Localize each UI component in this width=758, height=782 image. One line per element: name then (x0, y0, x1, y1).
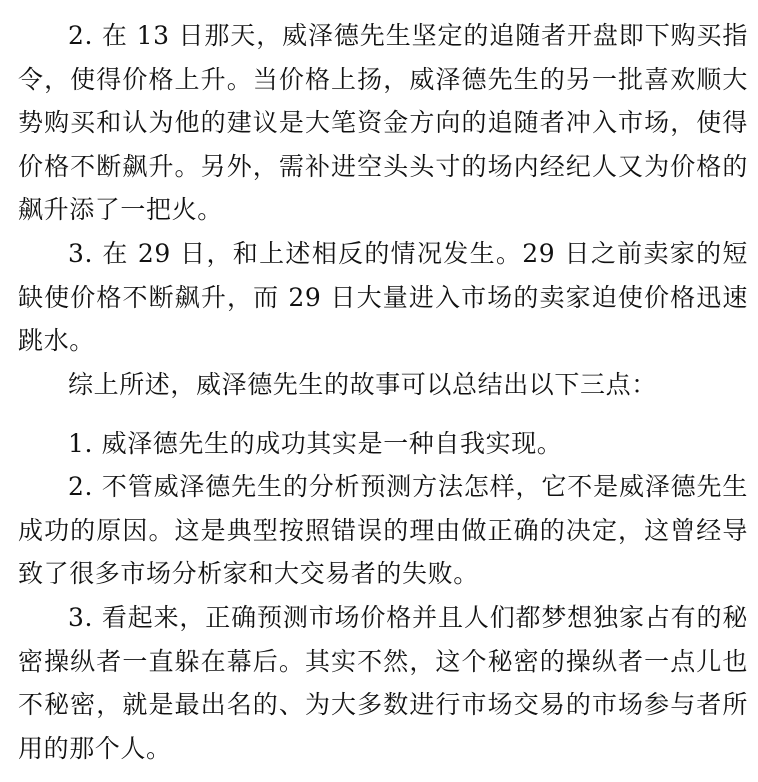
paragraph-point-3-day-29: 3. 在 29 日，和上述相反的情况发生。29 日之前卖家的短缺使价格不断飙升，而 29 日大量进入市场的卖家迫使价格迅速跳水。 (18, 239, 748, 355)
paragraph-summary-point-1: 1. 威泽德先生的成功其实是一种自我实现。 (68, 429, 563, 458)
paragraph-point-2-day-13: 2. 在 13 日那天，威泽德先生坚定的追随者开盘即下购买指令，使得价格上升。当价格上扬，威泽德先生的另一批喜欢顺大势购买和认为他的建议是大笔资金方向的追随者冲入市场，使得价格不断飙升。另外，需补进空头头寸的场内经纪人又为价格的飙升添了一把火。 (18, 21, 748, 224)
paragraph-summary-point-3: 3. 看起来，正确预测市场价格并且人们都梦想独家占有的秘密操纵者一直躲在幕后。其实不然，这个秘密的操纵者一点儿也不秘密，就是最出名的、为大多数进行市场交易的市场参与者所用的那个人。 (18, 603, 748, 763)
paragraph-summary-intro: 综上所述，威泽德先生的故事可以总结出以下三点： (68, 370, 657, 399)
paragraph-summary-point-2: 2. 不管威泽德先生的分析预测方法怎样，它不是威泽德先生成功的原因。这是典型按照错误的理由做正确的决定，这曾经导致了很多市场分析家和大交易者的失败。 (18, 472, 748, 588)
